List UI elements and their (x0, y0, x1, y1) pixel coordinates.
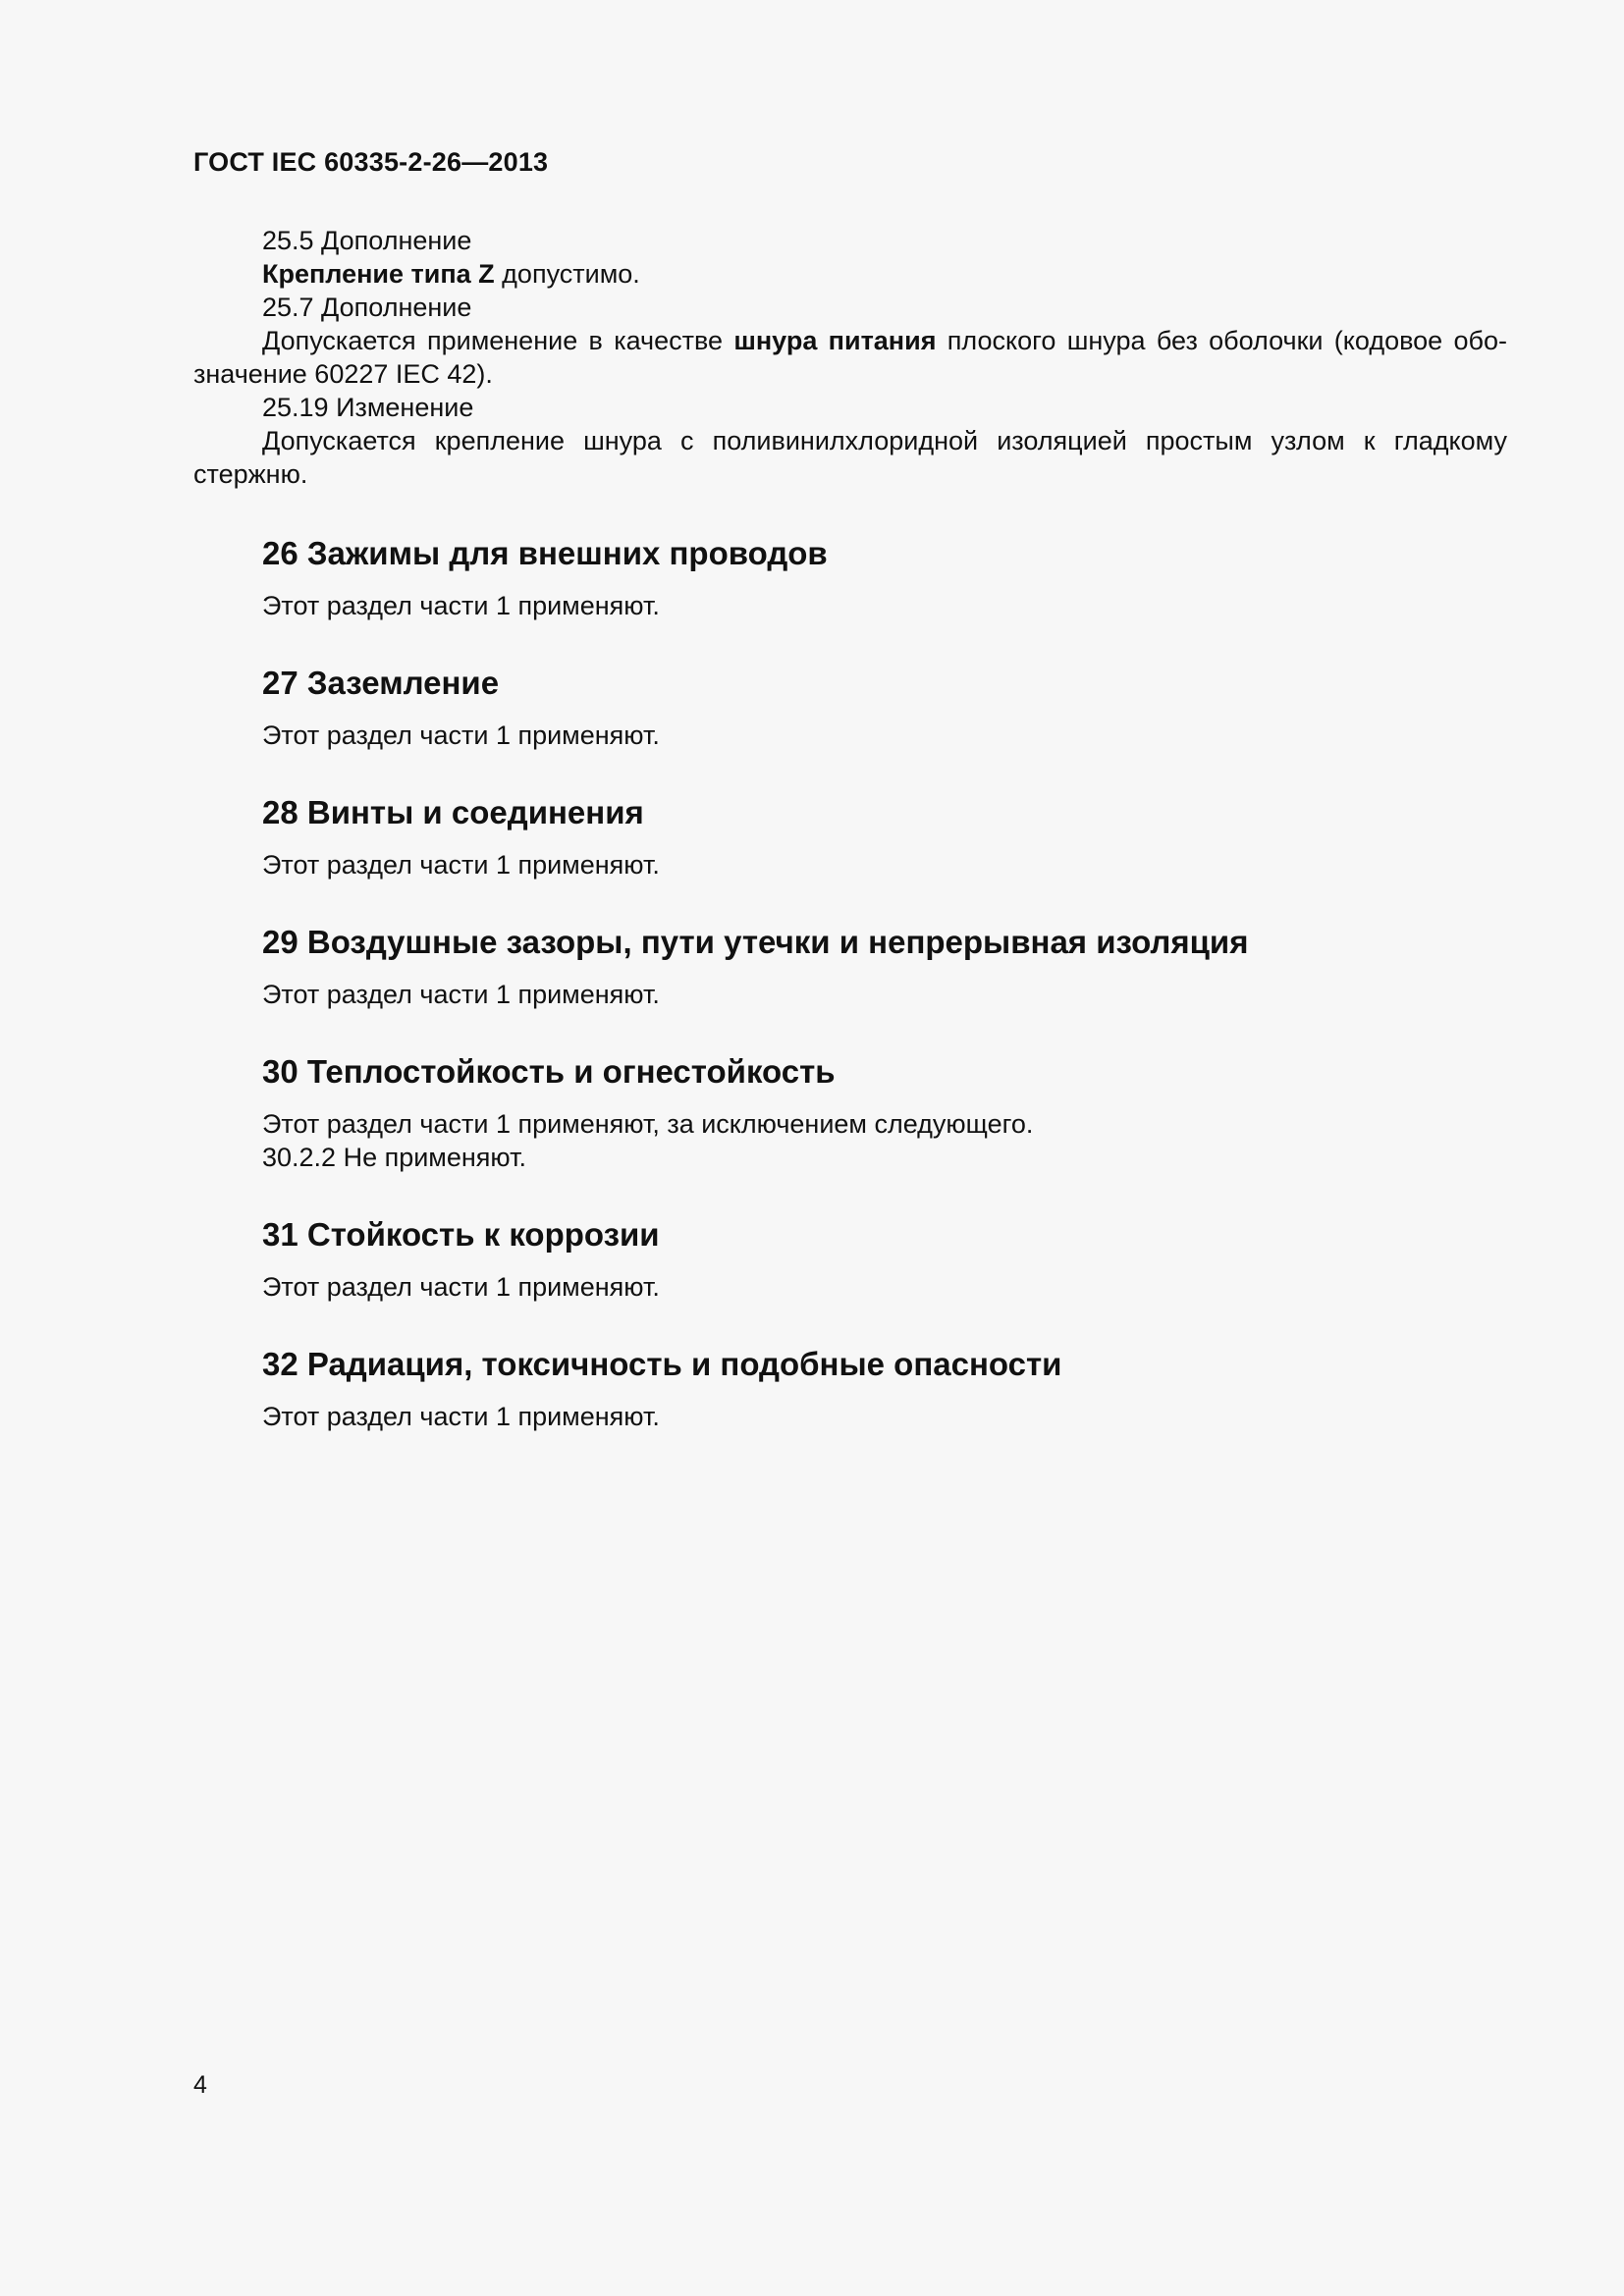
section-title: 31 Стойкость к коррозии (262, 1216, 660, 1253)
section-text: Этот раздел части 1 применяют. (262, 721, 660, 750)
section-32 (193, 1345, 1507, 1433)
section-title: 30 Теплостойкость и огнестойкость (262, 1053, 836, 1090)
section-text: Этот раздел части 1 применяют. (262, 1272, 660, 1302)
clause-25-5-bold-term: Крепление типа Z (262, 259, 495, 289)
section-title: 27 Заземление (262, 665, 500, 701)
section-29 (193, 923, 1507, 1011)
section-text: Этот раздел части 1 применяют, за исключением следующего. (262, 1109, 1034, 1139)
section-text: Этот раздел части 1 применяют. (262, 850, 660, 880)
section-text: Этот раздел части 1 применяют. (262, 980, 660, 1009)
section-31 (193, 1215, 1507, 1304)
clause-25-5-text (193, 257, 1507, 291)
clause-25-5-rest: допустимо. (494, 259, 640, 289)
clause-25-7-title: 25.7 Дополнение (262, 293, 472, 322)
section-27 (193, 664, 1507, 752)
document-body (193, 224, 1507, 1433)
clause-25-7-end: плоского шнура без оболочки (кодовое обо-значение 60227 IEC 42). (193, 326, 1507, 389)
document-header-id: ГОСТ IEC 60335-2-26—2013 (193, 147, 549, 177)
section-26 (193, 534, 1507, 622)
clause-25-19-title: 25.19 Изменение (262, 393, 474, 422)
clause-25-7-text (193, 324, 1507, 391)
section-title: 29 Воздушные зазоры, пути утечки и непрерывная изоляция (262, 924, 1249, 960)
section-text-clause: 30.2.2 Не применяют. (262, 1143, 526, 1172)
clause-25-5-title: 25.5 Дополнение (262, 226, 472, 255)
clause-25-19-text: Допускается крепление шнура с поливинилхлоридной изоляцией простым узлом к гладкому стержню. (193, 426, 1507, 489)
section-title: 32 Радиация, токсичность и подобные опасности (262, 1346, 1062, 1382)
section-text: Этот раздел части 1 применяют. (262, 1402, 660, 1431)
clause-25-7-start: Допускается применение в качестве (262, 326, 734, 355)
section-title: 26 Зажимы для внешних проводов (262, 535, 828, 571)
clause-25-7-bold-term: шнура питания (733, 326, 937, 355)
section-28 (193, 793, 1507, 881)
page-number: 4 (193, 2071, 207, 2099)
section-title: 28 Винты и соединения (262, 794, 644, 830)
section-30 (193, 1052, 1507, 1174)
section-text: Этот раздел части 1 применяют. (262, 591, 660, 620)
